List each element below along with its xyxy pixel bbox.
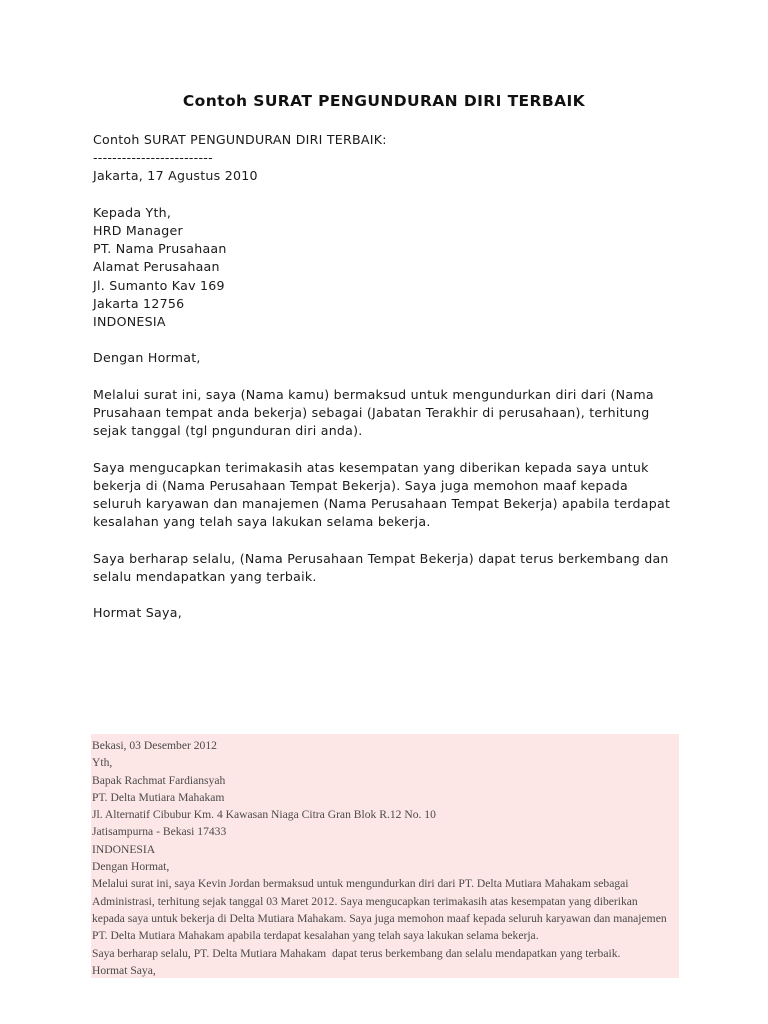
letter-heading: Contoh SURAT PENGUNDURAN DIRI TERBAIK:: [93, 132, 387, 147]
spacer: [93, 368, 693, 386]
spacer: [93, 440, 693, 458]
example-line: kepada saya untuk bekerja di Delta Mutiara Mahakam. Saya juga memohon maaf kepada seluruh karyawan dan manajemen: [92, 911, 667, 925]
spacer: [93, 586, 693, 604]
separator-line: -------------------------: [93, 150, 213, 166]
example-line: Melalui surat ini, saya Kevin Jordan bermaksud untuk mengundurkan diri dari PT. Delta Mutiara Mahakam sebagai: [92, 877, 629, 891]
example-line: Administrasi, terhitung sejak tanggal 03 Maret 2012. Saya mengucapkan terimakasih atas kesempatan yang diberikan: [92, 894, 638, 908]
recipient-line: Kepada Yth,: [93, 204, 172, 220]
paragraph-line: sejak tanggal (tgl pngunduran diri anda).: [93, 423, 363, 439]
recipient-line: Jl. Sumanto Kav 169: [93, 277, 225, 293]
letter-date: Jakarta, 17 Agustus 2010: [93, 168, 258, 184]
paragraph-line: Saya mengucapkan terimakasih atas kesempatan yang diberikan kepada saya untuk: [93, 459, 649, 475]
recipient-line: PT. Nama Prusahaan: [93, 241, 227, 257]
spacer: [93, 186, 693, 204]
paragraph-line: Melalui surat ini, saya (Nama kamu) bermaksud untuk mengundurkan diri dari (Nama: [93, 386, 654, 402]
letter-greeting: Dengan Hormat,: [93, 350, 201, 366]
example-line: Dengan Hormat,: [92, 860, 170, 874]
recipient-line: INDONESIA: [93, 314, 166, 330]
example-line: Saya berharap selalu, PT. Delta Mutiara Mahakam dapat terus berkembang dan selalu mendapatkan yang terbaik.: [92, 946, 621, 960]
example-line: Jatisampurna - Bekasi 17433: [92, 825, 227, 839]
page-title: Contoh SURAT PENGUNDURAN DIRI TERBAIK: [182, 92, 586, 110]
example-line: Bapak Rachmat Fardiansyah: [92, 773, 226, 787]
letter-closing: Hormat Saya,: [93, 605, 182, 621]
recipient-line: Jakarta 12756: [93, 295, 185, 311]
paragraph-line: Saya berharap selalu, (Nama Perusahaan Tempat Bekerja) dapat terus berkembang dan: [93, 550, 669, 566]
paragraph-line: bekerja di (Nama Perusahaan Tempat Bekerja). Saya juga memohon maaf kepada: [93, 477, 628, 493]
example-line: Hormat Saya,: [92, 963, 156, 977]
letter-template: [93, 131, 693, 622]
example-line: Jl. Alternatif Cibubur Km. 4 Kawasan Niaga Citra Gran Blok R.12 No. 10: [92, 808, 436, 822]
spacer: [93, 331, 693, 349]
example-line: PT. Delta Mutiara Mahakam apabila terdapat kesalahan yang telah saya lakukan selama bekerja.: [92, 929, 539, 943]
spacer: [93, 531, 693, 549]
paragraph-line: seluruh karyawan dan manajemen (Nama Perusahaan Tempat Bekerja) apabila terdapat: [93, 496, 671, 511]
paragraph-line: Prusahaan tempat anda bekerja) sebagai (Jabatan Terakhir di perusahaan), terhitung: [93, 405, 650, 420]
example-line: INDONESIA: [92, 842, 156, 856]
recipient-line: Alamat Perusahaan: [93, 259, 220, 275]
example-line: PT. Delta Mutiara Mahakam: [92, 790, 225, 804]
example-line: Bekasi, 03 Desember 2012: [92, 739, 217, 752]
paragraph-line: kesalahan yang telah saya lakukan selama bekerja.: [93, 514, 431, 530]
example-letter-box: [91, 734, 679, 978]
example-line: Yth,: [92, 756, 113, 770]
paragraph-line: selalu mendapatkan yang terbaik.: [93, 568, 317, 584]
recipient-line: HRD Manager: [93, 223, 183, 238]
